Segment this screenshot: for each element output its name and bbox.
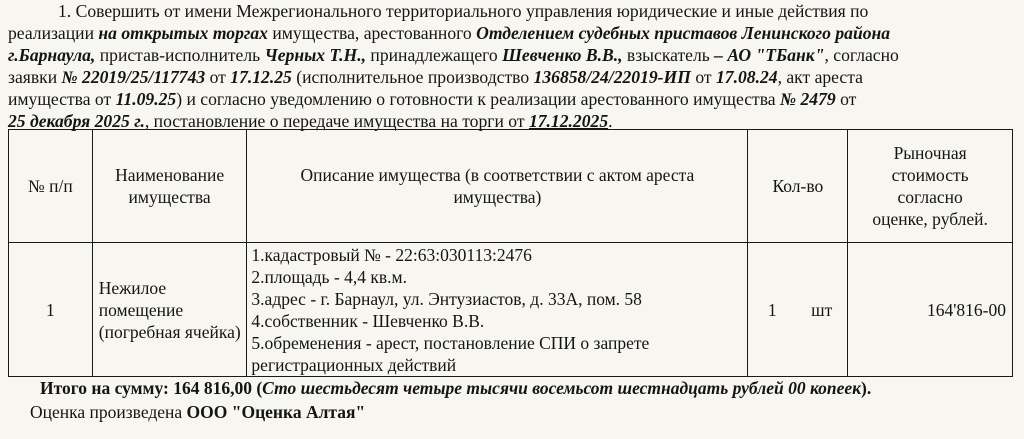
desc-line: регистрационных действий	[251, 355, 457, 375]
row-quantity: 1	[748, 243, 796, 377]
header-description: Описание имущества (в соответствии с актом ареста имущества)	[247, 130, 748, 243]
total-sum: Итого на сумму: 164 816,00 (Сто шестьдесят четыре тысячи восемьсот шестнадцать рублей 00 копеек).	[40, 378, 872, 398]
appraiser-line: Оценка произведена ООО "Оценка Алтая"	[30, 402, 366, 422]
desc-line: 3.адрес - г. Барнаул, ул. Энтузиастов, д. 33А, пом. 58	[251, 289, 642, 309]
desc-line: 1.кадастровый № - 22:63:030113:2476	[251, 245, 532, 265]
intro-line-4: заявки № 22019/25/117743 от 17.12.25 (исполнительное производство 136858/24/22019-ИП от 17.08.24, акт ареста	[8, 67, 863, 87]
intro-line-3: г.Барнаула, пристав-исполнитель Черных Т.Н., принадлежащего Шевченко В.В., взыскатель – АО "ТБанк", согласно	[8, 45, 899, 65]
desc-line: 5.обременения - арест, постановление СПИ о запрете	[251, 333, 650, 353]
intro-line-2: реализации на открытых торгах имущества, арестованного Отделением судебных приставов Ленинского района	[8, 23, 891, 43]
row-description	[247, 243, 748, 377]
header-name: Наименование имущества	[92, 130, 247, 243]
row-num: 1	[9, 243, 93, 377]
row-price: 164'816-00	[848, 243, 1013, 377]
intro-line-5: имущества от 11.09.25) и согласно уведомлению о готовности к реализации арестованного имущества № 2479 от	[8, 89, 857, 109]
table-row	[9, 243, 1013, 377]
property-table	[8, 129, 1013, 377]
desc-line: 4.собственник - Шевченко В.В.	[251, 311, 485, 331]
intro-line-1: 1. Совершить от имени Межрегионального территориального управления юридические и иные действия по	[58, 1, 869, 21]
intro-line-6: 25 декабря 2025 г., постановление о передаче имущества на торги от 17.12.2025.	[8, 111, 613, 131]
desc-line: 2.площадь - 4,4 кв.м.	[251, 267, 407, 287]
header-market-value: Рыночная стоимость согласно оценке, рублей.	[848, 130, 1013, 243]
table-header-row	[9, 130, 1013, 243]
intro-paragraph	[8, 0, 1012, 132]
header-quantity: Кол-во	[748, 130, 848, 243]
row-unit: шт	[796, 243, 848, 377]
header-num: № п/п	[9, 130, 93, 243]
row-name: Нежилое помещение (погребная ячейка)	[92, 243, 247, 377]
